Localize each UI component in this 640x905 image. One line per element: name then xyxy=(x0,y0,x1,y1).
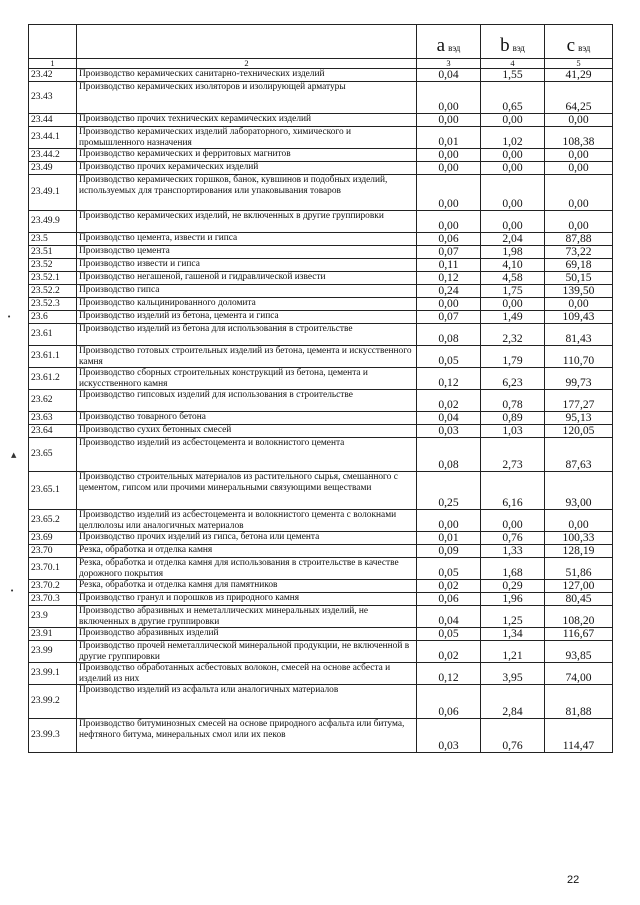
coefficient-a-cell: 0,00 xyxy=(417,175,481,211)
activity-name-cell: Производство керамических изделий, не включенных в другие группировки xyxy=(77,211,417,233)
activity-name-cell: Производство сборных строительных конструкций из бетона, цемента и искусственного камня xyxy=(77,368,417,390)
code-cell: 23.62 xyxy=(29,390,77,412)
coefficient-a-cell: 0,03 xyxy=(417,719,481,753)
table-row xyxy=(29,298,613,311)
table-row xyxy=(29,114,613,127)
coefficient-b-cell: 0,76 xyxy=(481,719,545,753)
coefficient-a-cell: 0,04 xyxy=(417,412,481,425)
table-row xyxy=(29,545,613,558)
coefficient-c-cell: 99,73 xyxy=(545,368,613,390)
coefficient-b-cell: 0,00 xyxy=(481,298,545,311)
header-a-cell xyxy=(417,25,481,59)
activity-name-cell: Производство изделий из бетона для использования в строительстве xyxy=(77,324,417,346)
coefficient-c-cell: 0,00 xyxy=(545,510,613,532)
activity-name-cell: Производство керамических и ферритовых магнитов xyxy=(77,149,417,162)
coefficient-a-cell: 0,02 xyxy=(417,580,481,593)
table-row xyxy=(29,425,613,438)
coefficient-a-cell: 0,08 xyxy=(417,324,481,346)
coefficient-b-cell: 0,00 xyxy=(481,162,545,175)
table-row xyxy=(29,127,613,149)
coefficient-a-cell: 0,09 xyxy=(417,545,481,558)
table-row xyxy=(29,69,613,82)
coefficient-c-cell: 74,00 xyxy=(545,663,613,685)
activity-name-cell: Производство кальцинированного доломита xyxy=(77,298,417,311)
table-row xyxy=(29,149,613,162)
header-a-subscript: вэд xyxy=(448,43,461,53)
header-code-cell xyxy=(29,25,77,59)
activity-name-cell: Резка, обработка и отделка камня для использования в строительстве в качестве дорожного покрытия xyxy=(77,558,417,580)
coefficient-c-cell: 64,25 xyxy=(545,82,613,114)
coefficient-a-cell: 0,04 xyxy=(417,69,481,82)
table-row xyxy=(29,246,613,259)
activity-name-cell: Производство готовых строительных изделий из бетона, цемента и искусственного камня xyxy=(77,346,417,368)
table-row xyxy=(29,438,613,472)
margin-mark: • xyxy=(7,313,12,321)
coefficient-a-cell: 0,07 xyxy=(417,246,481,259)
coefficient-b-cell: 1,75 xyxy=(481,285,545,298)
table-row xyxy=(29,558,613,580)
activity-name-cell: Производство прочей неметаллической минеральной продукции, не включенной в другие группировки xyxy=(77,641,417,663)
table-row xyxy=(29,472,613,510)
header-name-cell xyxy=(77,25,417,59)
coefficient-c-cell: 69,18 xyxy=(545,259,613,272)
coefficient-a-cell: 0,24 xyxy=(417,285,481,298)
coefficient-b-cell: 0,65 xyxy=(481,82,545,114)
activity-name-cell: Производство изделий из асфальта или аналогичных материалов xyxy=(77,685,417,719)
coefficient-c-cell: 73,22 xyxy=(545,246,613,259)
table-row xyxy=(29,324,613,346)
code-cell: 23.52.1 xyxy=(29,272,77,285)
coefficient-a-cell: 0,07 xyxy=(417,311,481,324)
code-cell: 23.70 xyxy=(29,545,77,558)
coefficient-a-cell: 0,00 xyxy=(417,162,481,175)
coefficient-b-cell: 4,10 xyxy=(481,259,545,272)
code-cell: 23.64 xyxy=(29,425,77,438)
coefficient-c-cell: 0,00 xyxy=(545,211,613,233)
coefficient-c-cell: 0,00 xyxy=(545,175,613,211)
code-cell: 23.44.2 xyxy=(29,149,77,162)
coefficient-a-cell: 0,01 xyxy=(417,532,481,545)
coefficient-c-cell: 108,20 xyxy=(545,606,613,628)
table-row xyxy=(29,390,613,412)
coefficient-c-cell: 114,47 xyxy=(545,719,613,753)
table-row xyxy=(29,719,613,753)
coefficient-b-cell: 6,16 xyxy=(481,472,545,510)
header-b-symbol: b xyxy=(500,35,510,56)
coefficient-a-cell: 0,04 xyxy=(417,606,481,628)
activity-name-cell: Производство гранул и порошков из природного камня xyxy=(77,593,417,606)
activity-name-cell: Производство гипсовых изделий для использования в строительстве xyxy=(77,390,417,412)
coefficient-b-cell: 1,98 xyxy=(481,246,545,259)
code-cell: 23.65.2 xyxy=(29,510,77,532)
column-number-row xyxy=(29,59,613,69)
coefficient-a-cell: 0,12 xyxy=(417,663,481,685)
coefficient-b-cell: 1,68 xyxy=(481,558,545,580)
table-row xyxy=(29,685,613,719)
activity-name-cell: Производство строительных материалов из растительного сырья, смешанного с цементом, гипсом или прочими минеральными связующими веществами xyxy=(77,472,417,510)
coefficient-c-cell: 0,00 xyxy=(545,149,613,162)
margin-mark: ▲ xyxy=(11,451,17,459)
activity-name-cell: Производство сухих бетонных смесей xyxy=(77,425,417,438)
code-cell: 23.65.1 xyxy=(29,472,77,510)
activity-name-cell: Производство товарного бетона xyxy=(77,412,417,425)
table-row xyxy=(29,311,613,324)
coefficient-a-cell: 0,06 xyxy=(417,685,481,719)
code-cell: 23.70.2 xyxy=(29,580,77,593)
activity-name-cell: Производство извести и гипса xyxy=(77,259,417,272)
table-row xyxy=(29,259,613,272)
coefficient-a-cell: 0,11 xyxy=(417,259,481,272)
header-c-subscript: вэд xyxy=(578,43,591,53)
coefficient-a-cell: 0,02 xyxy=(417,641,481,663)
coefficient-b-cell: 4,58 xyxy=(481,272,545,285)
activity-name-cell: Производство битуминозных смесей на основе природного асфальта или битума, нефтяного битума, минеральных смол или их пеков xyxy=(77,719,417,753)
coefficient-b-cell: 3,95 xyxy=(481,663,545,685)
table-row xyxy=(29,346,613,368)
code-cell: 23.65 xyxy=(29,438,77,472)
coefficient-b-cell: 2,04 xyxy=(481,233,545,246)
activity-name-cell: Резка, обработка и отделка камня для памятников xyxy=(77,580,417,593)
code-cell: 23.70.1 xyxy=(29,558,77,580)
code-cell: 23.61 xyxy=(29,324,77,346)
coefficient-b-cell: 0,89 xyxy=(481,412,545,425)
coefficient-c-cell: 0,00 xyxy=(545,114,613,127)
table-row xyxy=(29,233,613,246)
coefficient-c-cell: 81,88 xyxy=(545,685,613,719)
activity-name-cell: Производство цемента xyxy=(77,246,417,259)
coefficient-b-cell: 2,84 xyxy=(481,685,545,719)
activity-name-cell: Производство цемента, извести и гипса xyxy=(77,233,417,246)
table-row xyxy=(29,606,613,628)
table-body xyxy=(29,25,613,753)
activity-name-cell: Производство обработанных асбестовых волокон, смесей на основе асбеста и изделий из них xyxy=(77,663,417,685)
coefficient-b-cell: 1,33 xyxy=(481,545,545,558)
coefficient-b-cell: 1,55 xyxy=(481,69,545,82)
code-cell: 23.49.9 xyxy=(29,211,77,233)
coefficient-b-cell: 1,02 xyxy=(481,127,545,149)
code-cell: 23.51 xyxy=(29,246,77,259)
coefficient-b-cell: 1,49 xyxy=(481,311,545,324)
table-row xyxy=(29,641,613,663)
column-number-4: 4 xyxy=(481,59,545,69)
coefficient-c-cell: 51,86 xyxy=(545,558,613,580)
code-cell: 23.99.3 xyxy=(29,719,77,753)
coefficient-c-cell: 41,29 xyxy=(545,69,613,82)
code-cell: 23.52 xyxy=(29,259,77,272)
code-cell: 23.44.1 xyxy=(29,127,77,149)
coefficient-a-cell: 0,05 xyxy=(417,628,481,641)
coefficient-c-cell: 80,45 xyxy=(545,593,613,606)
header-row xyxy=(29,25,613,59)
coefficient-a-cell: 0,03 xyxy=(417,425,481,438)
coefficient-c-cell: 0,00 xyxy=(545,162,613,175)
coefficient-c-cell: 100,33 xyxy=(545,532,613,545)
coefficient-c-cell: 120,05 xyxy=(545,425,613,438)
coefficient-b-cell: 0,00 xyxy=(481,114,545,127)
column-number-5: 5 xyxy=(545,59,613,69)
table-row xyxy=(29,175,613,211)
code-cell: 23.44 xyxy=(29,114,77,127)
header-b-subscript: вэд xyxy=(512,43,525,53)
coefficient-c-cell: 87,88 xyxy=(545,233,613,246)
code-cell: 23.9 xyxy=(29,606,77,628)
coefficient-b-cell: 1,03 xyxy=(481,425,545,438)
coefficient-c-cell: 50,15 xyxy=(545,272,613,285)
coefficient-c-cell: 95,13 xyxy=(545,412,613,425)
coefficient-b-cell: 2,73 xyxy=(481,438,545,472)
coefficient-b-cell: 0,76 xyxy=(481,532,545,545)
activity-name-cell: Производство гипса xyxy=(77,285,417,298)
coefficients-table xyxy=(28,24,613,753)
activity-name-cell: Производство керамических санитарно-технических изделий xyxy=(77,69,417,82)
table-row xyxy=(29,532,613,545)
coefficient-c-cell: 93,85 xyxy=(545,641,613,663)
table-row xyxy=(29,82,613,114)
coefficient-b-cell: 6,23 xyxy=(481,368,545,390)
coefficient-a-cell: 0,05 xyxy=(417,346,481,368)
coefficient-c-cell: 87,63 xyxy=(545,438,613,472)
activity-name-cell: Производство прочих изделий из гипса, бетона или цемента xyxy=(77,532,417,545)
code-cell: 23.49.1 xyxy=(29,175,77,211)
coefficient-b-cell: 0,29 xyxy=(481,580,545,593)
coefficient-b-cell: 0,00 xyxy=(481,211,545,233)
coefficient-c-cell: 177,27 xyxy=(545,390,613,412)
coefficient-c-cell: 108,38 xyxy=(545,127,613,149)
coefficient-c-cell: 127,00 xyxy=(545,580,613,593)
coefficient-b-cell: 1,34 xyxy=(481,628,545,641)
coefficient-a-cell: 0,12 xyxy=(417,368,481,390)
code-cell: 23.99.2 xyxy=(29,685,77,719)
column-number-1: 1 xyxy=(29,59,77,69)
table-row xyxy=(29,211,613,233)
coefficient-b-cell: 1,21 xyxy=(481,641,545,663)
margin-mark: • xyxy=(10,587,15,595)
activity-name-cell: Производство керамических изоляторов и изолирующей арматуры xyxy=(77,82,417,114)
code-cell: 23.99 xyxy=(29,641,77,663)
header-c-cell xyxy=(545,25,613,59)
coefficient-a-cell: 0,00 xyxy=(417,211,481,233)
coefficient-a-cell: 0,12 xyxy=(417,272,481,285)
coefficient-a-cell: 0,05 xyxy=(417,558,481,580)
activity-name-cell: Производство изделий из асбестоцемента и волокнистого цемента с волокнами целлюлозы или аналогичных материалов xyxy=(77,510,417,532)
code-cell: 23.63 xyxy=(29,412,77,425)
coefficient-c-cell: 116,67 xyxy=(545,628,613,641)
activity-name-cell: Производство негашеной, гашеной и гидравлической извести xyxy=(77,272,417,285)
coefficient-b-cell: 1,79 xyxy=(481,346,545,368)
activity-name-cell: Производство изделий из асбестоцемента и волокнистого цемента xyxy=(77,438,417,472)
coefficient-b-cell: 1,96 xyxy=(481,593,545,606)
table-row xyxy=(29,663,613,685)
coefficient-b-cell: 1,25 xyxy=(481,606,545,628)
code-cell: 23.42 xyxy=(29,69,77,82)
table-row xyxy=(29,285,613,298)
coefficient-b-cell: 0,00 xyxy=(481,510,545,532)
coefficient-a-cell: 0,01 xyxy=(417,127,481,149)
activity-name-cell: Производство прочих керамических изделий xyxy=(77,162,417,175)
table-row xyxy=(29,272,613,285)
coefficient-c-cell: 81,43 xyxy=(545,324,613,346)
code-cell: 23.61.1 xyxy=(29,346,77,368)
table-row xyxy=(29,412,613,425)
coefficient-b-cell: 0,00 xyxy=(481,149,545,162)
coefficient-a-cell: 0,00 xyxy=(417,114,481,127)
coefficient-a-cell: 0,00 xyxy=(417,149,481,162)
code-cell: 23.49 xyxy=(29,162,77,175)
coefficient-a-cell: 0,00 xyxy=(417,510,481,532)
coefficient-a-cell: 0,02 xyxy=(417,390,481,412)
activity-name-cell: Производство изделий из бетона, цемента и гипса xyxy=(77,311,417,324)
coefficient-c-cell: 110,70 xyxy=(545,346,613,368)
activity-name-cell: Производство абразивных и неметаллических минеральных изделий, не включенных в другие группировки xyxy=(77,606,417,628)
coefficient-b-cell: 0,78 xyxy=(481,390,545,412)
code-cell: 23.52.2 xyxy=(29,285,77,298)
coefficient-a-cell: 0,00 xyxy=(417,298,481,311)
activity-name-cell: Производство абразивных изделий xyxy=(77,628,417,641)
coefficient-c-cell: 128,19 xyxy=(545,545,613,558)
column-number-2: 2 xyxy=(77,59,417,69)
table-row xyxy=(29,510,613,532)
coefficient-a-cell: 0,08 xyxy=(417,438,481,472)
coefficient-c-cell: 139,50 xyxy=(545,285,613,298)
activity-name-cell: Производство прочих технических керамических изделий xyxy=(77,114,417,127)
table-row xyxy=(29,628,613,641)
page-number: 22 xyxy=(567,874,580,886)
header-a-symbol: a xyxy=(436,35,446,56)
code-cell: 23.70.3 xyxy=(29,593,77,606)
coefficient-c-cell: 0,00 xyxy=(545,298,613,311)
column-number-3: 3 xyxy=(417,59,481,69)
activity-name-cell: Резка, обработка и отделка камня xyxy=(77,545,417,558)
code-cell: 23.99.1 xyxy=(29,663,77,685)
coefficient-a-cell: 0,06 xyxy=(417,593,481,606)
code-cell: 23.43 xyxy=(29,82,77,114)
header-c-symbol: c xyxy=(566,35,576,56)
activity-name-cell: Производство керамических изделий лабораторного, химического и промышленного назначения xyxy=(77,127,417,149)
activity-name-cell: Производство керамических горшков, банок, кувшинов и подобных изделий, используемых для транспортирования или упаковывания товаров xyxy=(77,175,417,211)
code-cell: 23.6 xyxy=(29,311,77,324)
code-cell: 23.61.2 xyxy=(29,368,77,390)
coefficient-c-cell: 93,00 xyxy=(545,472,613,510)
coefficient-b-cell: 0,00 xyxy=(481,175,545,211)
coefficient-b-cell: 2,32 xyxy=(481,324,545,346)
code-cell: 23.91 xyxy=(29,628,77,641)
coefficient-a-cell: 0,25 xyxy=(417,472,481,510)
code-cell: 23.69 xyxy=(29,532,77,545)
table-row xyxy=(29,593,613,606)
code-cell: 23.5 xyxy=(29,233,77,246)
table-row xyxy=(29,580,613,593)
code-cell: 23.52.3 xyxy=(29,298,77,311)
header-b-cell xyxy=(481,25,545,59)
coefficient-a-cell: 0,06 xyxy=(417,233,481,246)
coefficient-c-cell: 109,43 xyxy=(545,311,613,324)
coefficient-a-cell: 0,00 xyxy=(417,82,481,114)
table-row xyxy=(29,162,613,175)
table-row xyxy=(29,368,613,390)
